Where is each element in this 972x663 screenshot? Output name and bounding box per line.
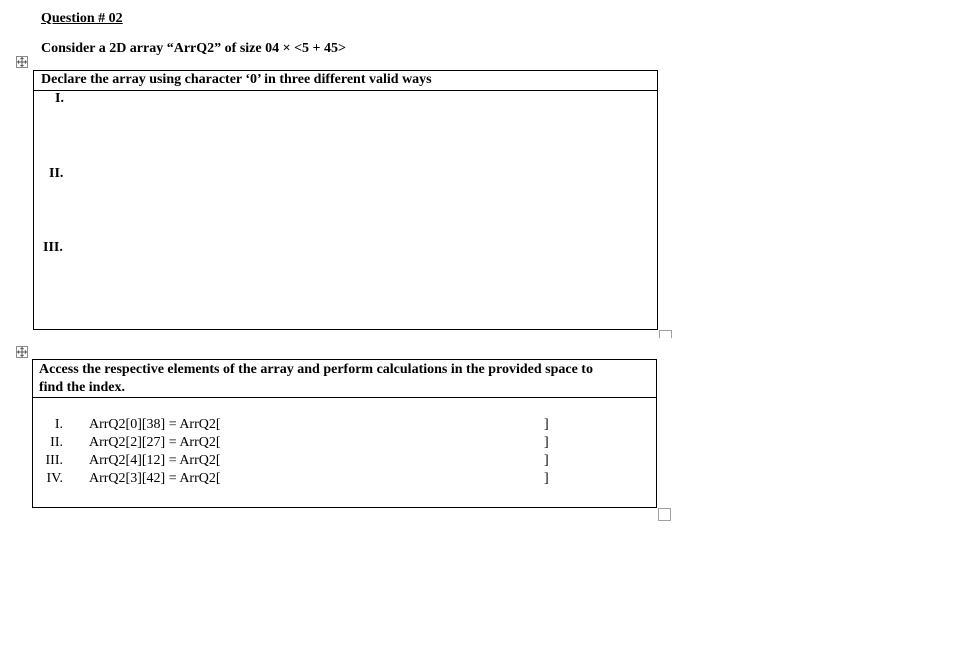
access-row xyxy=(33,434,593,452)
access-row xyxy=(33,470,593,488)
access-row-closing: ] xyxy=(544,435,549,450)
access-row-label: III. xyxy=(45,453,63,468)
access-row-closing: ] xyxy=(544,471,549,486)
access-answer-area[interactable] xyxy=(33,398,656,507)
declare-answer-area[interactable] xyxy=(34,91,657,329)
access-row-label: I. xyxy=(54,417,63,432)
table2-move-icon[interactable] xyxy=(16,346,28,358)
access-elements-table xyxy=(32,359,657,508)
access-row xyxy=(33,452,593,470)
access-row-expression: ArrQ2[0][38] = ArrQ2[ xyxy=(89,417,221,432)
declare-item-label: I. xyxy=(55,91,64,106)
question-heading: Question # 02 xyxy=(41,11,123,26)
access-row-label: IV. xyxy=(46,471,63,486)
access-row-expression: ArrQ2[4][12] = ArrQ2[ xyxy=(89,453,221,468)
access-row-closing: ] xyxy=(544,417,549,432)
table1-move-icon[interactable] xyxy=(16,56,28,68)
access-row-expression: ArrQ2[3][42] = ArrQ2[ xyxy=(89,471,221,486)
table2-resize-icon[interactable] xyxy=(658,508,671,521)
declare-array-header: Declare the array using character ‘0’ in three different valid ways xyxy=(34,71,657,91)
access-row xyxy=(33,416,593,434)
question-intro: Consider a 2D array “ArrQ2” of size 04 × <5 + 45> xyxy=(41,41,346,56)
declare-array-table xyxy=(33,70,658,330)
declare-item-label: II. xyxy=(49,166,64,181)
access-row-label: II. xyxy=(50,435,63,450)
declare-item-label: III. xyxy=(43,240,63,255)
access-row-expression: ArrQ2[2][27] = ArrQ2[ xyxy=(89,435,221,450)
table1-resize-icon[interactable] xyxy=(659,330,672,338)
access-elements-header: Access the respective elements of the array and perform calculations in the provided space to find the index. xyxy=(33,360,656,398)
access-row-closing: ] xyxy=(544,453,549,468)
